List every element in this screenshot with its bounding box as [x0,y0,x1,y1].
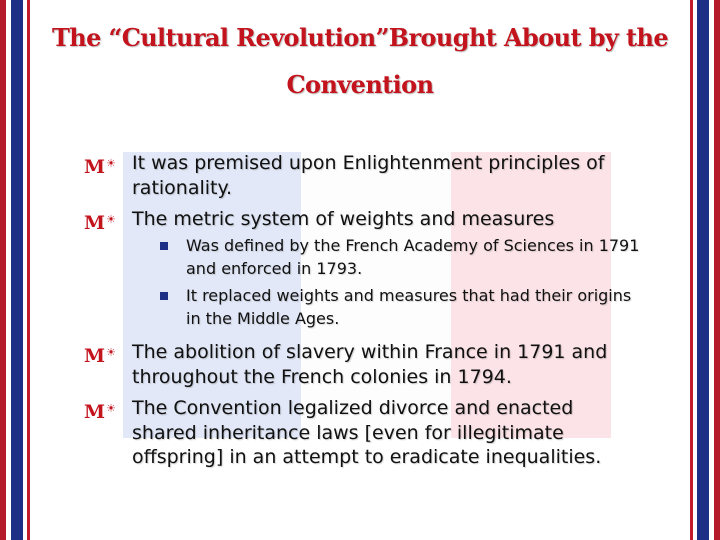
sub-bullet-item [160,235,640,280]
m-bullet-icon: M☀ [84,401,116,423]
bullet-text: The Convention legalized divorce and enacted shared inheritance laws [even for illegitimate offspring] in an attempt to eradicate inequalities. [132,397,602,468]
bullet-item [84,151,644,200]
m-bullet-icon: M☀ [84,156,116,178]
bullet-item [84,340,644,389]
slide-title-line-2: Convention [286,70,434,99]
square-bullet-icon [160,242,168,250]
bullet-item [84,396,644,470]
bullet-text: The metric system of weights and measures [132,208,555,230]
square-bullet-icon [160,292,168,300]
sub-bullet-text: It replaced weights and measures that had their origins in the Middle Ages. [186,286,632,328]
m-bullet-icon: M☀ [84,212,116,234]
sub-bullet-item [160,285,640,330]
bullet-item [84,207,644,232]
bullet-text: It was premised upon Enlightenment principles of rationality. [132,152,605,199]
bullet-text: The abolition of slavery within France in 1791 and throughout the French colonies in 1794. [132,341,608,388]
slide-title-line-1: The “Cultural Revolution”Brought About by the [51,23,669,52]
m-bullet-icon: M☀ [84,345,116,367]
sub-bullet-text: Was defined by the French Academy of Sciences in 1791 and enforced in 1793. [186,236,640,278]
